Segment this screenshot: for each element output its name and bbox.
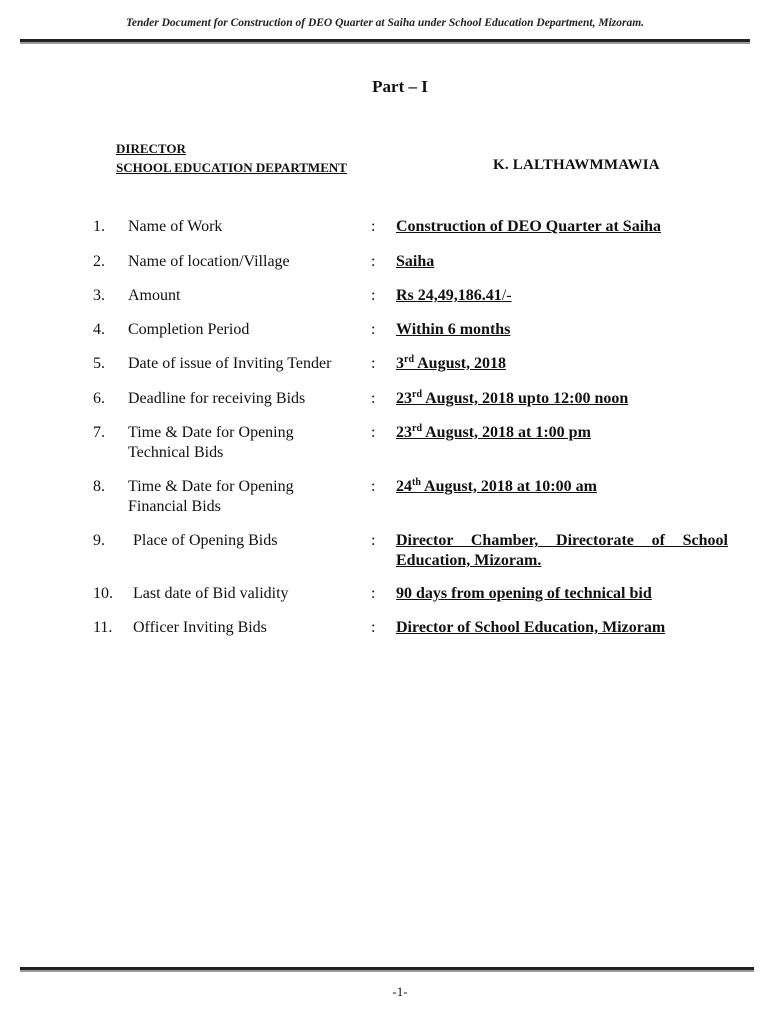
date-day: 3 [396, 355, 404, 372]
item-label: Date of issue of Inviting Tender [128, 355, 332, 372]
item-number: 7. [93, 424, 105, 441]
item-label-line-1: Time & Date for Opening [128, 478, 294, 495]
amount-suffix: /- [501, 287, 512, 304]
item-label [128, 423, 368, 463]
item-value [396, 389, 728, 409]
item-value [396, 477, 728, 497]
item-number: 8. [93, 478, 105, 495]
department-line-2: SCHOOL EDUCATION DEPARTMENT [116, 160, 347, 175]
part-title: Part – I [372, 77, 428, 96]
item-value: Director Chamber, Directorate of School Education, Mizoram. [396, 532, 728, 569]
item-label: Deadline for receiving Bids [128, 390, 306, 407]
item-label: Name of location/Village [128, 253, 290, 270]
header-rule [20, 39, 750, 42]
item-colon: : [371, 253, 376, 270]
date-ordinal: rd [412, 423, 422, 434]
item-label: Amount [128, 287, 181, 304]
item-colon: : [371, 532, 376, 549]
date-ordinal: th [412, 477, 421, 488]
item-colon: : [371, 218, 376, 235]
item-colon: : [371, 355, 376, 372]
date-rest: August, 2018 at 1:00 pm [422, 424, 591, 441]
date-rest: August, 2018 at 10:00 am [420, 478, 597, 495]
item-number: 6. [93, 390, 105, 407]
item-number: 1. [93, 218, 105, 235]
department-block [116, 139, 347, 177]
item-colon: : [371, 287, 376, 304]
item-label-line-2: Technical Bids [128, 444, 224, 461]
amount-value: Rs 24,49,186.41 [396, 287, 502, 304]
item-value [396, 286, 728, 306]
date-day: 23 [396, 424, 412, 441]
item-value: Construction of DEO Quarter at Saiha [396, 218, 662, 235]
date-rest: August, 2018 upto 12:00 noon [422, 390, 629, 407]
item-colon: : [371, 321, 376, 338]
item-number: 5. [93, 355, 105, 372]
item-colon: : [371, 585, 376, 602]
item-label: Last date of Bid validity [133, 585, 289, 602]
item-number: 3. [93, 287, 105, 304]
item-label [128, 477, 368, 517]
item-value [396, 354, 728, 374]
item-number: 9. [93, 532, 105, 549]
footer-rule [20, 967, 754, 970]
item-value: Director of School Education, Mizoram [396, 619, 666, 636]
item-colon: : [371, 390, 376, 407]
item-number: 2. [93, 253, 105, 270]
running-header: Tender Document for Construction of DEO Quarter at Saiha under School Education Department, Mizoram. [125, 17, 645, 29]
item-label-line-1: Time & Date for Opening [128, 424, 294, 441]
department-line-1: DIRECTOR [116, 141, 186, 156]
item-colon: : [371, 424, 376, 441]
date-day: 23 [396, 390, 412, 407]
item-colon: : [371, 478, 376, 495]
item-value [396, 423, 728, 443]
date-ordinal: rd [404, 354, 414, 365]
item-number: 10. [93, 585, 113, 602]
date-day: 24 [396, 478, 412, 495]
item-number: 4. [93, 321, 105, 338]
item-label: Name of Work [128, 218, 223, 235]
item-value: 90 days from opening of technical bid [396, 585, 652, 602]
signatory-name: K. LALTHAWMMAWIA [493, 157, 660, 173]
date-rest: August, 2018 [414, 355, 507, 372]
item-label: Officer Inviting Bids [133, 619, 267, 636]
item-label: Place of Opening Bids [133, 532, 278, 549]
item-number: 11. [93, 619, 113, 636]
date-ordinal: rd [412, 389, 422, 400]
item-label: Completion Period [128, 321, 250, 338]
item-value: Within 6 months [396, 321, 511, 338]
item-colon: : [371, 619, 376, 636]
item-label-line-2: Financial Bids [128, 498, 221, 515]
item-value: Saiha [396, 253, 435, 270]
page-number: -1- [392, 984, 408, 999]
